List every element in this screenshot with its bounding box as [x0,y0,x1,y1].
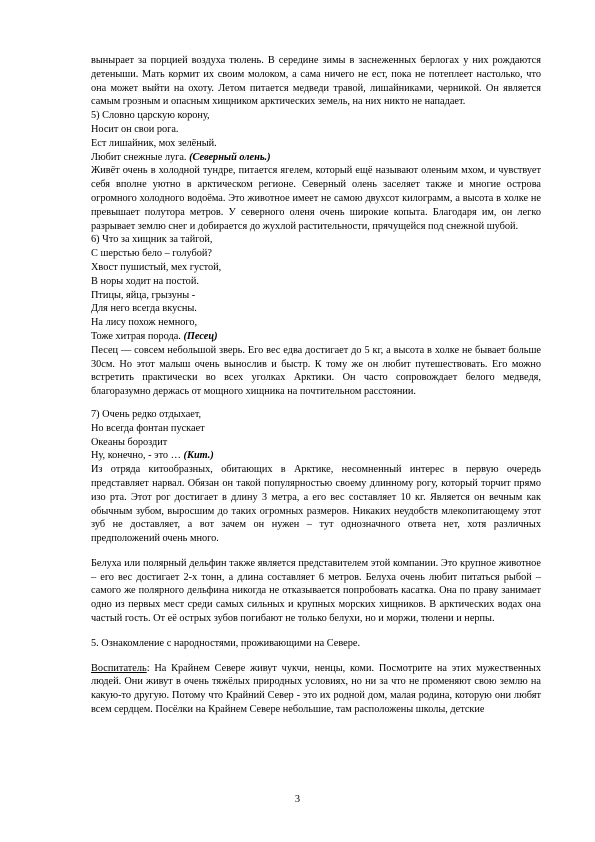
riddle-line: 7) Очень редко отдыхает, [91,408,202,420]
speaker-label: Воспитатель [91,662,147,674]
riddle-line: 6) Что за хищник за тайгой, [91,234,213,246]
spacer [91,651,541,662]
page-number: 3 [294,794,301,805]
riddle-whale [91,408,541,463]
paragraph-narwhal: Из отряда китообразных, обитающих в Арктике, несомненный интерес в первую очередь представляет нарвал. Обязан он такой популярностью своему длинному рогу, который торчит прямо изо рта. Этот рог достигает в длину 3 метра, а его вес составляет 10 кг. Является он вечным как обычным зубом, выросшим до таких огромных размеров. Никаких неудобств млекопитающему этот зуб не доставляет, а вот зачем он нужен – тут однозначного ответа нет, хотя различных предположений очень много. [91,464,541,545]
speaker-text: : На Крайнем Севере живут чукчи, ненцы, коми. Посмотрите на этих мужественных людей. Они живут в очень тяжёлых природных условиях, но ни за что не променяют свою землю на какую-то другую. Потому что Крайний Север - это их родной дом, малая родина, которую они любят всем сердцем. Посёлки на Крайнем Севере небольшие, там расположены школы, детские [91,662,541,716]
riddle-arctic-fox [91,233,541,343]
riddle-line: Океаны бороздит [91,436,168,448]
paragraph-teacher [91,662,541,717]
riddle-answer: (Северный олень.) [189,151,271,163]
paragraph-beluga: Белуха или полярный дельфин также является представителем этой компании. Это крупное животное – его вес достигает 2-х тонн, а длина составляет 6 метров. Белуха очень любит питаться рыбой – самого же полярного дельфина никогда не отказывается попробовать касатка. Она по праву занимает одно из первых мест среди самых сильных и крупных морских хищников. В арктических водах она частый гость. От её острых зубов погибают не только белухи, но и моржи, тюлени и нерпы. [91,557,541,625]
riddle-answer: (Песец) [183,330,218,342]
paragraph-arctic-fox: Песец — совсем небольшой зверь. Его вес едва достигает до 5 кг, а высота в холке не бывает больше 30см. Но этот малыш очень вынослив и быстр. К тому же он любит путешествовать. Его можно встретить практически во всех уголках Арктики. Он часто сопровождает белого медведя, благоразумно держась от мощного хищника на почтительном расстоянии. [91,344,541,398]
riddle-line: Тоже хитрая порода. [91,330,181,342]
riddle-last-line [91,151,541,165]
riddle-answer: (Кит.) [183,450,214,462]
riddle-line: Хвост пушистый, мех густой, [91,261,222,273]
riddle-line: Любит снежные луга. [91,151,187,163]
riddle-line: 5) Словно царскую корону, [91,110,210,122]
riddle-line: Носит он свои рога. [91,123,179,135]
riddle-reindeer [91,109,541,164]
paragraph-reindeer: Живёт очень в холодной тундре, питается ягелем, который ещё называют оленьим мхом, и чувствует себя вполне уютно в арктическом регионе. Северный олень заселяет также и многие острова огромного холодного водоёма. Это животное имеет не самою двухсот килограмм, а высота в холке не превышает полутора метров. У северного оленя очень широкие копыта. Благодаря им, он легко разрывает землю снег и добирается до жухлой растительности, прячущейся под снежной шубой. [91,165,541,232]
riddle-line: Ну, конечно, - это … [91,450,181,462]
paragraph-polar-bear: вынырает за порцией воздуха тюлень. В середине зимы в заснеженных берлогах у них рождаются детеныши. Мать кормит их своим молоком, а сама ничего не ест, пока не потеплеет настолько, что она может выйти на охоту. Летом питается медведи травой, лишайниками, черникой. Он является самым грозным и опасным хищником арктических земель, на них никто не нападает. [91,55,541,108]
riddle-line: На лису похож немного, [91,317,198,329]
riddle-line: Ест лишайник, мох зелёный. [91,137,217,149]
spacer [91,399,541,408]
riddle-last-line [91,449,541,463]
document-page [91,54,541,717]
riddle-line: С шерстью бело – голубой? [91,248,212,260]
spacer [91,626,541,637]
section-heading: 5. Ознакомление с народностями, проживающими на Севере. [91,637,361,649]
riddle-line: Для него всегда вкусны. [91,303,197,315]
spacer [91,546,541,557]
riddle-line: Птицы, яйца, грызуны - [91,289,196,301]
riddle-last-line [91,330,541,344]
riddle-line: Но всегда фонтан пускает [91,422,205,434]
riddle-line: В норы ходит на постой. [91,275,199,287]
